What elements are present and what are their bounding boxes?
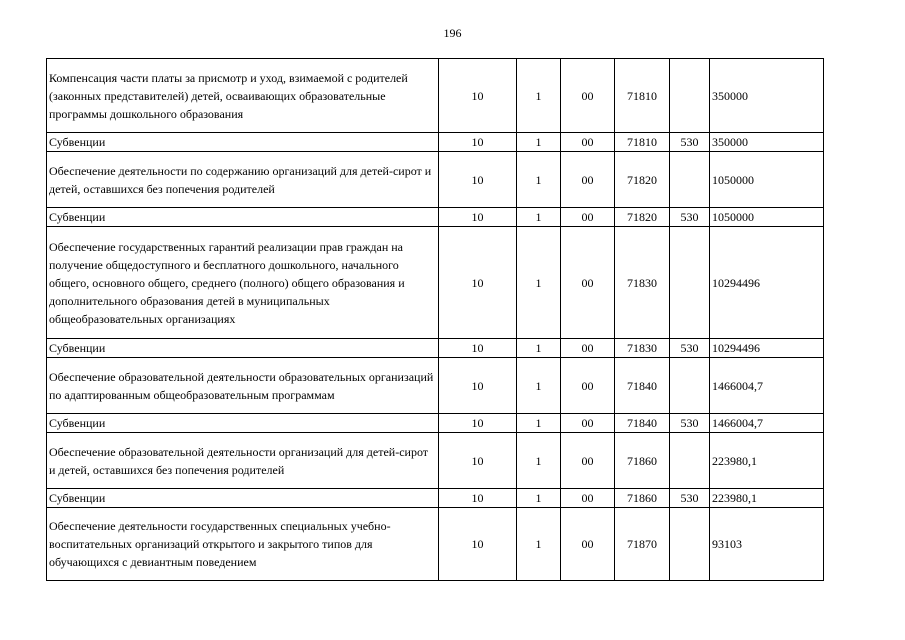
row-description: Обеспечение деятельности по содержанию организаций для детей-сирот и детей, оставшихся без попечения родителей bbox=[47, 152, 439, 208]
program-code: 00 bbox=[561, 414, 615, 433]
target-article-code: 71810 bbox=[615, 133, 670, 152]
expense-type-code bbox=[670, 508, 710, 581]
table-row bbox=[47, 227, 824, 339]
amount-value: 1050000 bbox=[710, 152, 824, 208]
page-number: 196 bbox=[443, 26, 462, 40]
amount-value: 350000 bbox=[710, 59, 824, 133]
subsection-code: 1 bbox=[517, 414, 561, 433]
table-row bbox=[47, 152, 824, 208]
subsection-code: 1 bbox=[517, 152, 561, 208]
row-description: Обеспечение государственных гарантий реализации прав граждан на получение общедоступного и бесплатного дошкольного, начального общего, основного общего, среднего (полного) общего образования и дополнительного образования детей в муниципальных общеобразовательных организациях bbox=[47, 227, 439, 339]
table-row bbox=[47, 59, 824, 133]
target-article-code: 71870 bbox=[615, 508, 670, 581]
budget-table bbox=[46, 58, 824, 581]
program-code: 00 bbox=[561, 208, 615, 227]
target-article-code: 71820 bbox=[615, 208, 670, 227]
target-article-code: 71840 bbox=[615, 414, 670, 433]
section-code: 10 bbox=[439, 489, 517, 508]
table-row bbox=[47, 489, 824, 508]
table-row bbox=[47, 133, 824, 152]
program-code: 00 bbox=[561, 339, 615, 358]
amount-value: 93103 bbox=[710, 508, 824, 581]
subsection-code: 1 bbox=[517, 227, 561, 339]
target-article-code: 71860 bbox=[615, 489, 670, 508]
section-code: 10 bbox=[439, 59, 517, 133]
expense-type-code bbox=[670, 152, 710, 208]
table-row bbox=[47, 433, 824, 489]
program-code: 00 bbox=[561, 358, 615, 414]
table-row bbox=[47, 339, 824, 358]
section-code: 10 bbox=[439, 152, 517, 208]
subsection-code: 1 bbox=[517, 489, 561, 508]
program-code: 00 bbox=[561, 508, 615, 581]
section-code: 10 bbox=[439, 358, 517, 414]
expense-type-code: 530 bbox=[670, 414, 710, 433]
section-code: 10 bbox=[439, 508, 517, 581]
budget-table-body bbox=[47, 59, 824, 581]
amount-value: 1050000 bbox=[710, 208, 824, 227]
target-article-code: 71830 bbox=[615, 227, 670, 339]
program-code: 00 bbox=[561, 152, 615, 208]
amount-value: 223980,1 bbox=[710, 489, 824, 508]
subsection-code: 1 bbox=[517, 133, 561, 152]
target-article-code: 71810 bbox=[615, 59, 670, 133]
program-code: 00 bbox=[561, 227, 615, 339]
row-description: Субвенции bbox=[47, 208, 439, 227]
section-code: 10 bbox=[439, 433, 517, 489]
row-description: Субвенции bbox=[47, 489, 439, 508]
amount-value: 1466004,7 bbox=[710, 358, 824, 414]
row-description: Субвенции bbox=[47, 414, 439, 433]
row-description: Обеспечение образовательной деятельности организаций для детей-сирот и детей, оставшихся без попечения родителей bbox=[47, 433, 439, 489]
program-code: 00 bbox=[561, 133, 615, 152]
row-description: Субвенции bbox=[47, 339, 439, 358]
expense-type-code: 530 bbox=[670, 208, 710, 227]
row-description: Обеспечение образовательной деятельности образовательных организаций по адаптированным общеобразовательным программам bbox=[47, 358, 439, 414]
program-code: 00 bbox=[561, 433, 615, 489]
target-article-code: 71830 bbox=[615, 339, 670, 358]
section-code: 10 bbox=[439, 208, 517, 227]
subsection-code: 1 bbox=[517, 208, 561, 227]
expense-type-code bbox=[670, 227, 710, 339]
expense-type-code bbox=[670, 433, 710, 489]
expense-type-code: 530 bbox=[670, 339, 710, 358]
section-code: 10 bbox=[439, 414, 517, 433]
amount-value: 10294496 bbox=[710, 339, 824, 358]
subsection-code: 1 bbox=[517, 433, 561, 489]
expense-type-code bbox=[670, 59, 710, 133]
section-code: 10 bbox=[439, 227, 517, 339]
row-description: Субвенции bbox=[47, 133, 439, 152]
amount-value: 223980,1 bbox=[710, 433, 824, 489]
target-article-code: 71860 bbox=[615, 433, 670, 489]
table-row bbox=[47, 414, 824, 433]
amount-value: 350000 bbox=[710, 133, 824, 152]
table-row bbox=[47, 208, 824, 227]
amount-value: 10294496 bbox=[710, 227, 824, 339]
table-row bbox=[47, 358, 824, 414]
table-row bbox=[47, 508, 824, 581]
program-code: 00 bbox=[561, 489, 615, 508]
target-article-code: 71820 bbox=[615, 152, 670, 208]
section-code: 10 bbox=[439, 133, 517, 152]
program-code: 00 bbox=[561, 59, 615, 133]
subsection-code: 1 bbox=[517, 358, 561, 414]
target-article-code: 71840 bbox=[615, 358, 670, 414]
expense-type-code: 530 bbox=[670, 133, 710, 152]
subsection-code: 1 bbox=[517, 59, 561, 133]
row-description: Обеспечение деятельности государственных специальных учебно-воспитательных организаций открытого и закрытого типов для обучающихся с девиантным поведением bbox=[47, 508, 439, 581]
section-code: 10 bbox=[439, 339, 517, 358]
amount-value: 1466004,7 bbox=[710, 414, 824, 433]
expense-type-code bbox=[670, 358, 710, 414]
subsection-code: 1 bbox=[517, 339, 561, 358]
subsection-code: 1 bbox=[517, 508, 561, 581]
expense-type-code: 530 bbox=[670, 489, 710, 508]
row-description: Компенсация части платы за присмотр и уход, взимаемой с родителей (законных представителей) детей, осваивающих образовательные программы дошкольного образования bbox=[47, 59, 439, 133]
